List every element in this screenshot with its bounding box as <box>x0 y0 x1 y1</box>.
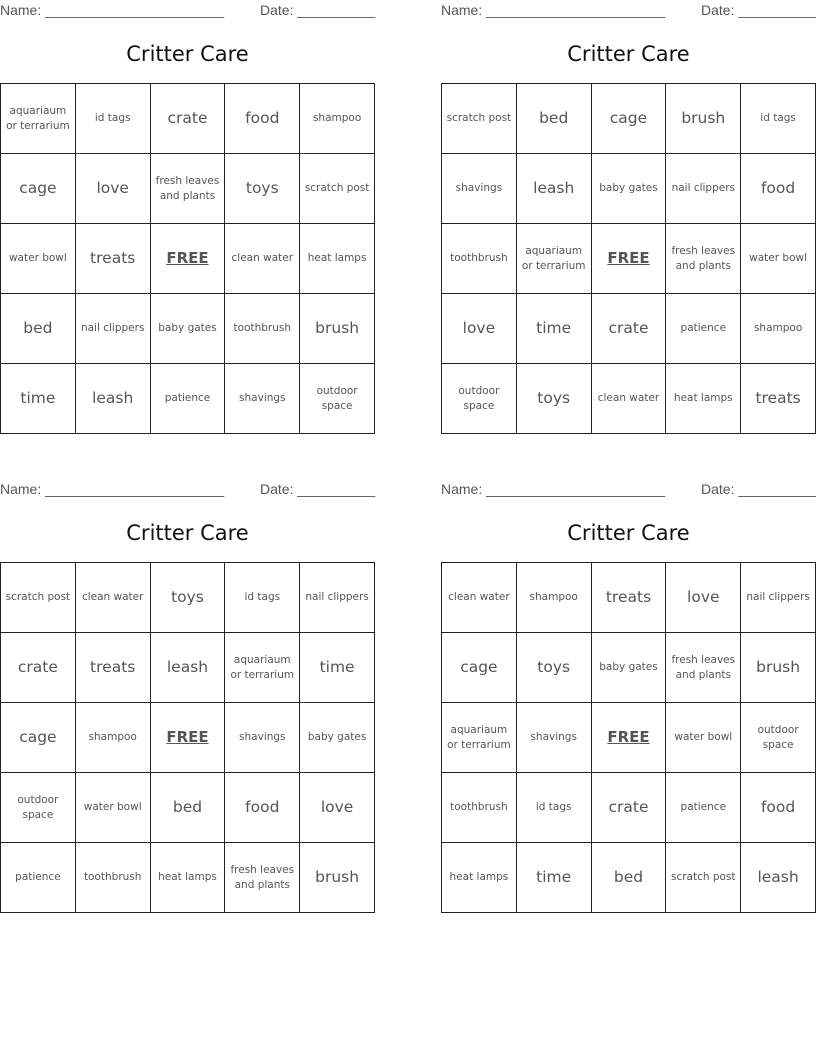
bingo-cell: outdoor space <box>442 364 517 434</box>
bingo-cell: shampoo <box>741 294 816 364</box>
card-title: Critter Care <box>126 42 249 66</box>
bingo-cell: nail clippers <box>741 563 816 633</box>
bingo-cell: crate <box>151 84 226 154</box>
bingo-cell: id tags <box>225 563 300 633</box>
bingo-cell: bed <box>1 294 76 364</box>
bingo-cell: toys <box>517 364 592 434</box>
bingo-cell: toys <box>151 563 226 633</box>
bingo-cell: scratch post <box>666 843 741 913</box>
bingo-cell: outdoor space <box>300 364 375 434</box>
bingo-cell: aquariaum or terrarium <box>442 703 517 773</box>
bingo-cell: leash <box>741 843 816 913</box>
bingo-cell: clean water <box>76 563 151 633</box>
bingo-cell: toothbrush <box>442 224 517 294</box>
bingo-cell: love <box>76 154 151 224</box>
bingo-cell: bed <box>517 84 592 154</box>
bingo-cell: shavings <box>517 703 592 773</box>
bingo-cell: crate <box>592 294 667 364</box>
bingo-cell: water bowl <box>76 773 151 843</box>
bingo-cell: heat lamps <box>666 364 741 434</box>
bingo-cell: time <box>1 364 76 434</box>
name-field: Name: _______________________ <box>0 2 225 18</box>
bingo-cell: water bowl <box>1 224 76 294</box>
date-field: Date: __________ <box>260 481 376 497</box>
bingo-cell: id tags <box>741 84 816 154</box>
name-field: Name: _______________________ <box>441 481 666 497</box>
bingo-cell: toys <box>517 633 592 703</box>
bingo-card-4 <box>441 479 816 919</box>
bingo-cell: toothbrush <box>225 294 300 364</box>
bingo-cell: outdoor space <box>1 773 76 843</box>
bingo-cell: leash <box>76 364 151 434</box>
bingo-grid <box>0 562 375 913</box>
free-space-cell: FREE <box>151 224 226 294</box>
bingo-cell: aquariaum or terrarium <box>1 84 76 154</box>
bingo-cell: love <box>442 294 517 364</box>
bingo-cell: toothbrush <box>76 843 151 913</box>
name-date-line <box>441 2 816 20</box>
bingo-cell: toothbrush <box>442 773 517 843</box>
bingo-cell: nail clippers <box>300 563 375 633</box>
bingo-cell: scratch post <box>442 84 517 154</box>
bingo-cell: brush <box>300 294 375 364</box>
bingo-cell: shavings <box>225 364 300 434</box>
bingo-cell: baby gates <box>592 633 667 703</box>
bingo-card-2 <box>441 0 816 440</box>
free-space-cell: FREE <box>592 224 667 294</box>
bingo-cell: id tags <box>76 84 151 154</box>
bingo-cell: fresh leaves and plants <box>151 154 226 224</box>
bingo-cell: fresh leaves and plants <box>666 633 741 703</box>
bingo-cell: food <box>741 154 816 224</box>
name-date-line <box>0 481 375 499</box>
bingo-grid <box>0 83 375 434</box>
bingo-cell: crate <box>592 773 667 843</box>
bingo-cell: patience <box>151 364 226 434</box>
bingo-grid <box>441 562 816 913</box>
bingo-cell: brush <box>300 843 375 913</box>
bingo-cell: time <box>517 294 592 364</box>
bingo-cell: baby gates <box>151 294 226 364</box>
bingo-cell: time <box>300 633 375 703</box>
bingo-cell: love <box>300 773 375 843</box>
bingo-cell: scratch post <box>300 154 375 224</box>
bingo-cell: time <box>517 843 592 913</box>
bingo-cell: bed <box>151 773 226 843</box>
name-field: Name: _______________________ <box>441 2 666 18</box>
bingo-grid <box>441 83 816 434</box>
bingo-cell: patience <box>1 843 76 913</box>
bingo-cell: heat lamps <box>151 843 226 913</box>
bingo-cell: brush <box>666 84 741 154</box>
name-date-line <box>0 2 375 20</box>
bingo-cell: baby gates <box>592 154 667 224</box>
bingo-cell: scratch post <box>1 563 76 633</box>
bingo-cell: leash <box>517 154 592 224</box>
bingo-cell: aquariaum or terrarium <box>517 224 592 294</box>
bingo-cell: treats <box>741 364 816 434</box>
bingo-cell: bed <box>592 843 667 913</box>
bingo-cell: food <box>741 773 816 843</box>
bingo-cell: patience <box>666 773 741 843</box>
bingo-cell: treats <box>76 224 151 294</box>
bingo-cell: treats <box>76 633 151 703</box>
bingo-cell: shavings <box>442 154 517 224</box>
bingo-cell: shampoo <box>300 84 375 154</box>
bingo-cell: clean water <box>592 364 667 434</box>
bingo-cell: outdoor space <box>741 703 816 773</box>
bingo-cell: fresh leaves and plants <box>225 843 300 913</box>
bingo-cell: water bowl <box>741 224 816 294</box>
bingo-cell: fresh leaves and plants <box>666 224 741 294</box>
bingo-cell: toys <box>225 154 300 224</box>
bingo-cell: love <box>666 563 741 633</box>
bingo-cell: baby gates <box>300 703 375 773</box>
date-field: Date: __________ <box>701 2 816 18</box>
bingo-cell: food <box>225 84 300 154</box>
bingo-cell: aquariaum or terrarium <box>225 633 300 703</box>
bingo-cell: brush <box>741 633 816 703</box>
name-date-line <box>441 481 816 499</box>
bingo-cell: nail clippers <box>76 294 151 364</box>
bingo-cell: heat lamps <box>300 224 375 294</box>
bingo-cell: cage <box>592 84 667 154</box>
bingo-cell: food <box>225 773 300 843</box>
bingo-cell: cage <box>1 703 76 773</box>
card-title: Critter Care <box>567 42 690 66</box>
card-title: Critter Care <box>567 521 690 545</box>
bingo-cell: heat lamps <box>442 843 517 913</box>
name-field: Name: _______________________ <box>0 481 225 497</box>
bingo-cell: nail clippers <box>666 154 741 224</box>
bingo-cell: crate <box>1 633 76 703</box>
bingo-cell: shampoo <box>517 563 592 633</box>
bingo-cell: shavings <box>225 703 300 773</box>
bingo-card-3 <box>0 479 375 919</box>
bingo-cell: shampoo <box>76 703 151 773</box>
free-space-cell: FREE <box>592 703 667 773</box>
bingo-cell: clean water <box>225 224 300 294</box>
bingo-cell: patience <box>666 294 741 364</box>
free-space-cell: FREE <box>151 703 226 773</box>
date-field: Date: __________ <box>260 2 376 18</box>
bingo-cell: cage <box>442 633 517 703</box>
card-title: Critter Care <box>126 521 249 545</box>
bingo-cell: cage <box>1 154 76 224</box>
bingo-cell: clean water <box>442 563 517 633</box>
bingo-cell: leash <box>151 633 226 703</box>
bingo-cell: water bowl <box>666 703 741 773</box>
bingo-card-1 <box>0 0 375 440</box>
bingo-cell: treats <box>592 563 667 633</box>
bingo-cell: id tags <box>517 773 592 843</box>
date-field: Date: __________ <box>701 481 816 497</box>
